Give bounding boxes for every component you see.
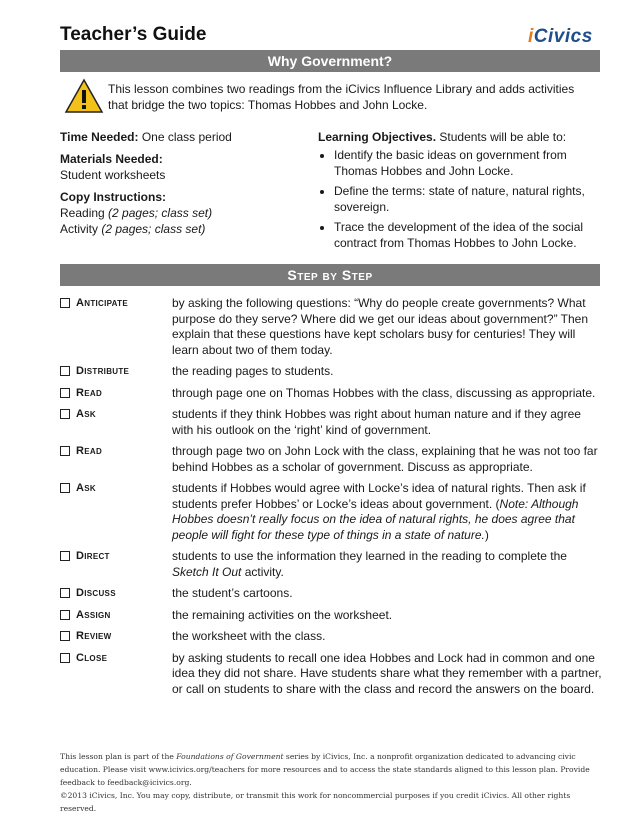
lesson-title-bar: Why Government? (60, 50, 600, 72)
step-text: through page two on John Lock with the class, explaining that he was not too far behind Hobbes as a scholar of government. Discuss as appropriate. (172, 444, 598, 474)
checkbox-icon (60, 610, 70, 620)
step-verb: Ask (60, 407, 172, 438)
checkbox-icon (60, 409, 70, 419)
objective-item: • Define the terms: state of nature, natural rights, sovereign. (334, 183, 603, 215)
step-row (60, 296, 605, 358)
checkbox-icon (60, 298, 70, 308)
materials-label: Materials Needed: (60, 152, 163, 166)
step-text: by asking students to recall one idea Hobbes and Lock had in common and one idea they did not share. Have students share what they remember with a partner, or call on students to share with the class and record the answers on the board. (172, 650, 602, 696)
step-text: by asking the following questions: “Why do people create governments? What purpose do they serve? Where did we get our ideas about government?” Then explain that these questions have kept scholars busy for centuries! They will learn about two of them today. (172, 296, 589, 357)
step-text: students to use the information they learned in the reading to complete the Sketch It Out activity. (172, 549, 567, 579)
step-row (60, 386, 605, 402)
step-verb: Read (60, 386, 172, 402)
step-verb: Read (60, 444, 172, 475)
step-verb: Discuss (60, 586, 172, 602)
checkbox-icon (60, 446, 70, 456)
step-text: students if they think Hobbes was right about human nature and if they agree with his outlook on the ‘right’ kind of government. (172, 407, 581, 437)
step-row (60, 364, 605, 380)
step-text: the remaining activities on the worksheet. (172, 607, 393, 622)
step-verb: Review (60, 629, 172, 645)
copy-label: Copy Instructions: (60, 190, 167, 204)
steps-list (60, 296, 605, 703)
page-title: Teacher’s Guide (60, 24, 207, 45)
checkbox-icon (60, 388, 70, 398)
lesson-intro: This lesson combines two readings from the iCivics Influence Library and adds activities that bridge the two topics: Thomas Hobbes and John Locke. (108, 82, 575, 112)
step-row (60, 608, 605, 624)
time-needed: Time Needed: One class period (60, 130, 232, 144)
lesson-logistics (60, 129, 315, 237)
step-text: students if Hobbes would agree with Locke’s idea of natural rights. Then ask if students prefer Hobbes’ or Locke’s ideas about government. (Note: Although Hobbes doesn’t really focus on the idea of natural rights, he does agree that people will fight for these type of things in a state of nature.) (172, 481, 586, 542)
icivics-logo: iCivics (528, 26, 593, 47)
step-row (60, 586, 605, 602)
step-verb: Close (60, 651, 172, 698)
step-row (60, 481, 605, 543)
warning-icon (64, 78, 104, 114)
step-row (60, 549, 605, 580)
step-text: the worksheet with the class. (172, 629, 326, 643)
copy-activity: Activity (2 pages; class set) (60, 222, 206, 236)
step-text: the student’s cartoons. (172, 586, 293, 600)
footer-series-note: This lesson plan is part of the Foundations of Government series by iCivics, Inc. a nonprofit organization dedicated to advancing civic education. Please visit www.icivics.org/teachers for more resources and to access the state standards aligned to this lesson plan. Provide feedback to feedback@icivics.org. (60, 752, 590, 787)
step-verb: Distribute (60, 364, 172, 380)
step-text: through page one on Thomas Hobbes with the class, discussing as appropriate. (172, 385, 596, 400)
step-row (60, 407, 605, 438)
copy-reading: Reading (2 pages; class set) (60, 206, 213, 220)
objective-item: • Identify the basic ideas on government from Thomas Hobbes and John Locke. (334, 147, 603, 179)
step-verb: Direct (60, 549, 172, 580)
checkbox-icon (60, 653, 70, 663)
step-text: the reading pages to students. (172, 364, 334, 378)
step-verb: Assign (60, 608, 172, 624)
learning-objectives: Learning Objectives. Students will be able to: • Identify the basic ideas on government from Thomas Hobbes and John Locke. • Define the terms: state of nature, natural rights, sovereign. • Trace the development of the idea of the social contract from Thomas Hobbes to John Locke. (318, 129, 603, 255)
step-verb: Anticipate (60, 296, 172, 358)
footer (60, 750, 605, 815)
checkbox-icon (60, 588, 70, 598)
objective-item: • Trace the development of the idea of the social contract from Thomas Hobbes to John Locke. (334, 219, 603, 251)
materials-value: Student worksheets (60, 168, 166, 182)
checkbox-icon (60, 366, 70, 376)
step-by-step-bar: Step by Step (60, 264, 600, 286)
step-row (60, 629, 605, 645)
footer-copyright: ©2013 iCivics, Inc. You may copy, distribute, or transmit this work for noncommercial purposes if you credit iCivics. All other rights reserved. (60, 791, 571, 813)
step-row (60, 444, 605, 475)
step-verb: Ask (60, 481, 172, 543)
checkbox-icon (60, 551, 70, 561)
checkbox-icon (60, 483, 70, 493)
checkbox-icon (60, 631, 70, 641)
step-row (60, 651, 605, 698)
